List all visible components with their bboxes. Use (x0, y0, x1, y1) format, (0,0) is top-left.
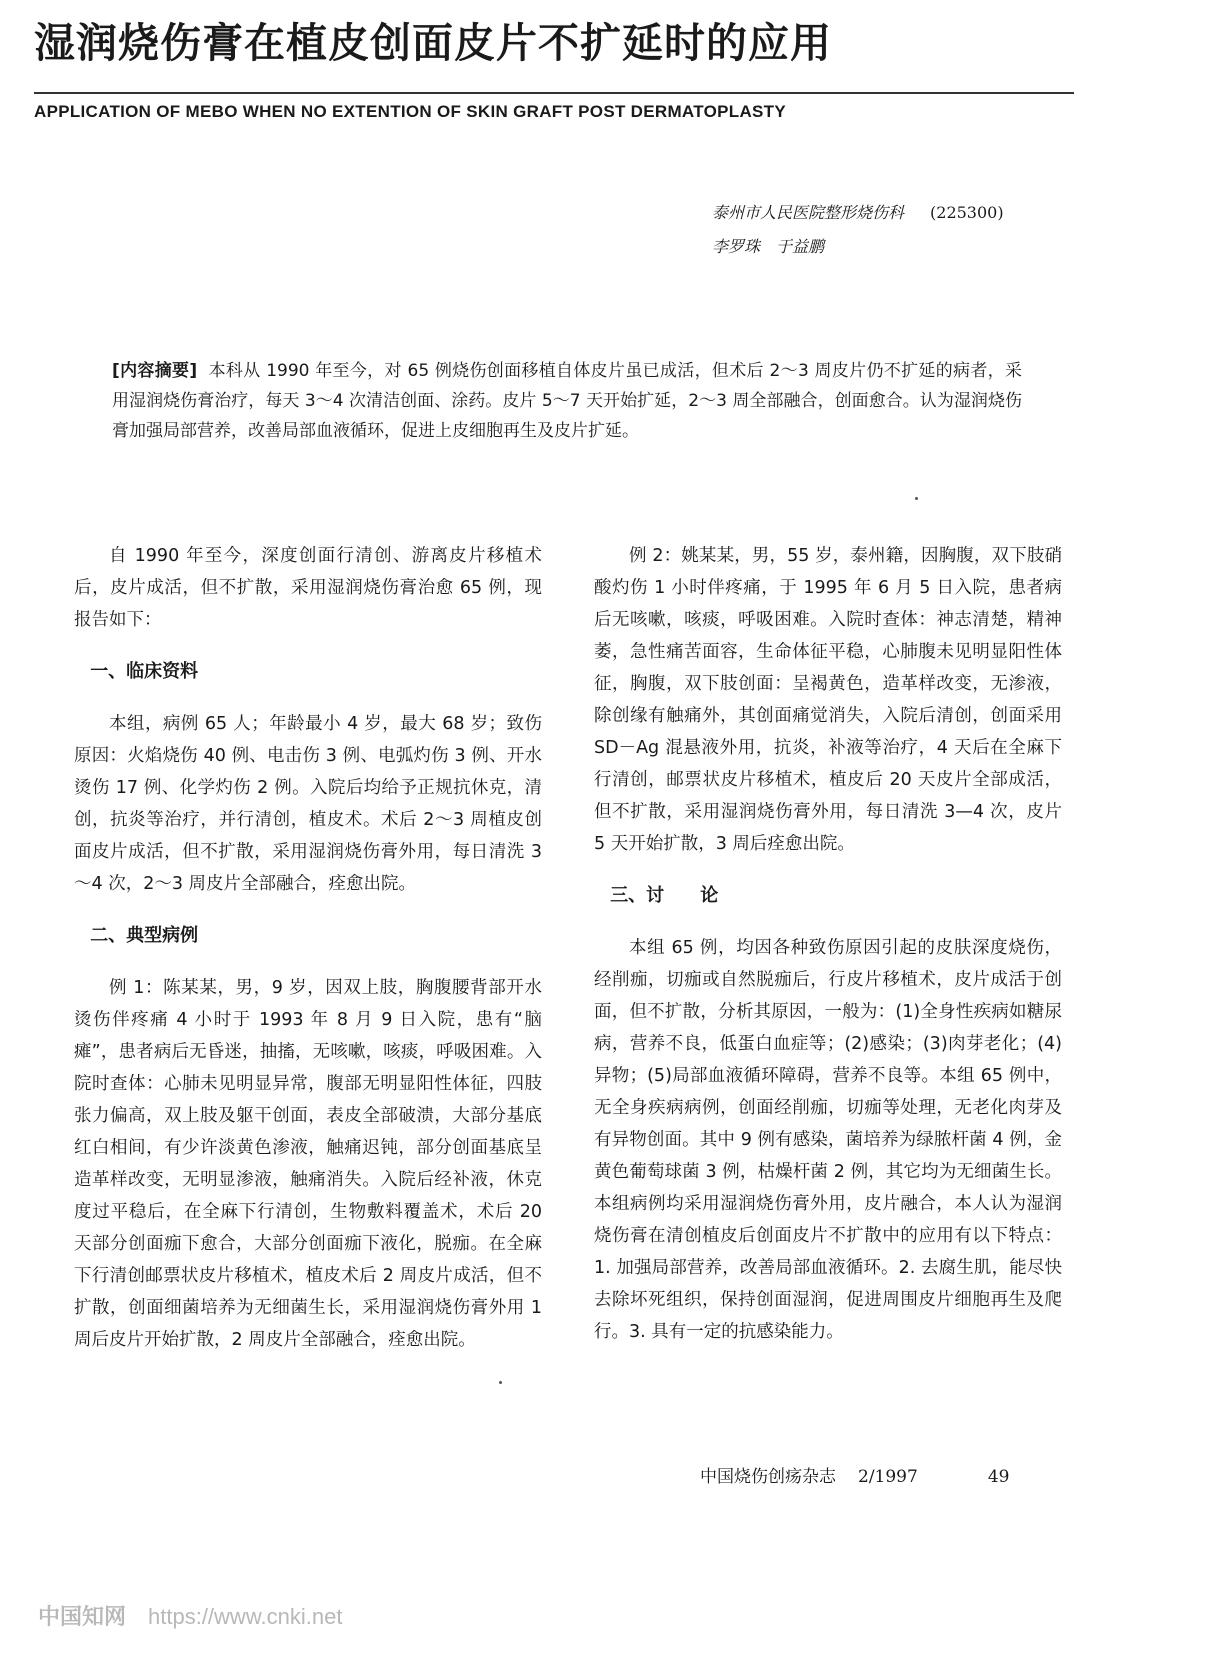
intro-paragraph: 自 1990 年至今，深度创面行清创、游离皮片移植术后，皮片成活，但不扩散，采用湿润烧伤膏治愈 65 例，现报告如下： (74, 546, 542, 630)
page-number: 49 (987, 1467, 1010, 1487)
watermark-site-name: 中国知网 (38, 1604, 127, 1629)
affiliation-org: 泰州市人民医院整形烧伤科 (712, 203, 905, 222)
abstract-text: 本科从 1990 年至今，对 65 例烧伤创面移植自体皮片虽已成活，但术后 2～3 周皮片仍不扩延的病者，采用湿润烧伤膏治疗，每天 3～4 次清洁创面、涂药。皮片 5～7 天开始扩延，2～3 周全部融合，创面愈合。认为湿润烧伤膏加强局部营养，改善局部血液循环，促进上皮细胞再生及皮片扩延。 (112, 361, 1022, 441)
affiliation-postcode: (225300) (930, 203, 1004, 222)
scan-speck (915, 497, 918, 500)
right-column (594, 540, 1062, 1348)
abstract-label: [内容摘要] (112, 361, 198, 381)
article-title-chinese: 湿润烧伤膏在植皮创面皮片不扩延时的应用 (34, 19, 832, 67)
cnki-watermark (38, 1602, 458, 1632)
section-1-title: 一、临床资料 (90, 661, 199, 682)
section-3-paragraph: 本组 65 例，均因各种致伤原因引起的皮肤深度烧伤，经削痂，切痂或自然脱痂后，行皮片移植术，皮片成活于创面，但不扩散，分析其原因，一般为：(1)全身性疾病如糖尿病，营养不良，低蛋白血症等；(2)感染；(3)肉芽老化；(4)异物；(5)局部血液循环障碍，营养不良等。本组 65 例中，无全身疾病病例，创面经削痂，切痂等处理，无老化肉芽及有异物创面。其中 9 例有感染，菌培养为绿脓杆菌 4 例，金黄色葡萄球菌 3 例，枯燥杆菌 2 例，其它均为无细菌生长。本组病例均采用湿润烧伤膏外用，皮片融合，本人认为湿润烧伤膏在清创植皮后创面皮片不扩散中的应用有以下特点：1. 加强局部营养，改善局部血液循环。2. 去腐生肌，能尽快去除坏死组织，保持创面湿润，促进周围皮片细胞再生及爬行。3. 具有一定的抗感染能力。 (594, 938, 1062, 1342)
section-2-title: 二、典型病例 (90, 925, 199, 946)
left-column (74, 540, 542, 1356)
page-footer (700, 1464, 1100, 1490)
title-rule (34, 92, 1074, 94)
section-3-title-part-b: 论 (700, 885, 719, 906)
article-title-english: APPLICATION OF MEBO WHEN NO EXTENTION OF SKIN GRAFT POST DERMATOPLASTY (34, 102, 787, 121)
scan-speck (499, 1381, 502, 1384)
case-2-paragraph: 例 2：姚某某，男，55 岁，泰州籍，因胸腹，双下肢硝酸灼伤 1 小时伴疼痛，于 1995 年 6 月 5 日入院，患者病后无咳嗽，咳痰，呼吸困难。入院时查体：神志清楚，精神萎，急性痛苦面容，生命体征平稳，心肺腹未见明显阳性体征，胸腹，双下肢创面：呈褐黄色，造革样改变，无渗液，除创缘有触痛外，其创面痛觉消失，入院后清创，创面采用 SD－Ag 混悬液外用，抗炎，补液等治疗，4 天后在全麻下行清创，邮票状皮片移植术，植皮后 20 天皮片全部成活，但不扩散，采用湿润烧伤膏外用，每日清洗 3—4 次，皮片 5 天开始扩散，3 周后痊愈出院。 (594, 546, 1062, 854)
section-3-title-part-a: 三、讨 (610, 885, 665, 906)
watermark-url: https://www.cnki.net (148, 1604, 343, 1629)
journal-issue: 2/1997 (858, 1467, 918, 1487)
section-1-paragraph: 本组，病例 65 人；年龄最小 4 岁，最大 68 岁；致伤原因：火焰烧伤 40 例、电击伤 3 例、电弧灼伤 3 例、开水烫伤 17 例、化学灼伤 2 例。入院后均给予正规抗休克，清创，抗炎等治疗，并行清创，植皮术。术后 2～3 周植皮创面皮片成活，但不扩散，采用湿润烧伤膏外用，每日清洗 3～4 次，2～3 周皮片全部融合，痊愈出院。 (74, 714, 542, 894)
section-3-title (594, 880, 1062, 912)
journal-name: 中国烧伤创疡杂志 (700, 1467, 836, 1487)
affiliation-block (712, 196, 1132, 264)
case-1-paragraph: 例 1：陈某某，男，9 岁，因双上肢，胸腹腰背部开水烫伤伴疼痛 4 小时于 1993 年 8 月 9 日入院，患有“脑瘫”，患者病后无昏迷，抽搐，无咳嗽，咳痰，呼吸困难。入院时查体：心肺未见明显异常，腹部无明显阳性体征，四肢张力偏高，双上肢及躯干创面，表皮全部破溃，大部分基底红白相间，有少许淡黄色渗液，触痛迟钝，部分创面基底呈造革样改变，无明显渗液，触痛消失。入院后经补液，休克度过平稳后，在全麻下行清创，生物敷料覆盖术，术后 20 天部分创面痂下愈合，大部分创面痂下液化，脱痂。在全麻下行清创邮票状皮片移植术，植皮术后 2 周皮片成活，但不扩散，创面细菌培养为无细菌生长，采用湿润烧伤膏外用 1 周后皮片开始扩散，2 周皮片全部融合，痊愈出院。 (74, 978, 542, 1350)
authors: 李罗珠 于益鹏 (712, 237, 825, 256)
abstract (112, 356, 1022, 446)
